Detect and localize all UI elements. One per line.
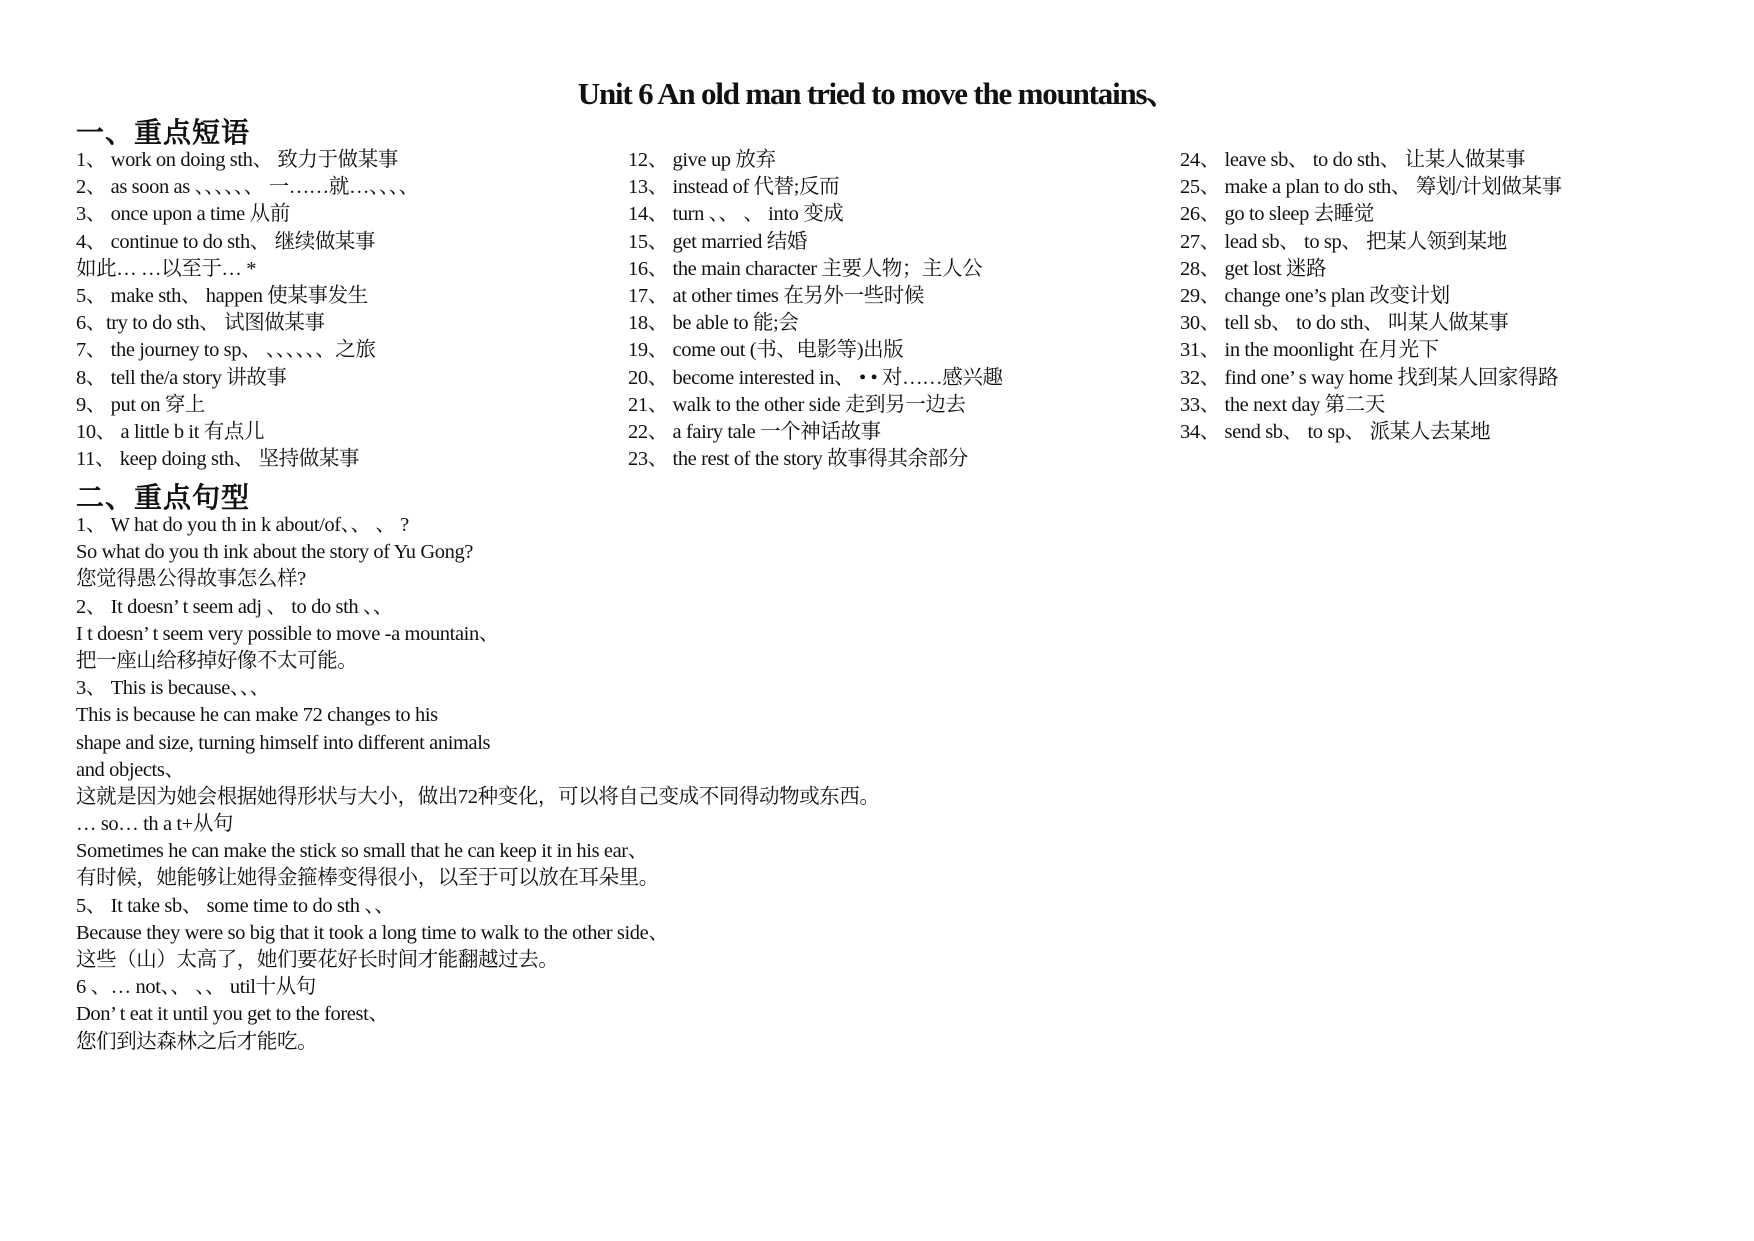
phrase-item: 29、 change one’s plan 改变计划 [1180,284,1450,307]
phrase-item: 6、try to do sth、 试图做某事 [76,312,325,335]
phrase-item: 如此… …以至于… * [76,257,257,280]
phrase-item: 28、 get lost 迷路 [1180,257,1327,280]
sentence-line: and objects、 [76,758,185,781]
phrase-item: 7、 the journey to sp、 、、、、、、之旅 [76,339,376,362]
sentence-line: Because they were so big that it took a long time to walk to the other side、 [76,921,669,944]
phrase-item: 19、 come out (书、电影等)出版 [628,339,904,362]
phrase-item: 34、 send sb、 to sp、 派某人去某地 [1180,420,1491,443]
phrase-item: 32、 find one’ s way home 找到某人回家得路 [1180,366,1559,389]
sentence-line: Sometimes he can make the stick so small that he can keep it in his ear、 [76,840,648,863]
sentence-line: … so… th a t+从句 [76,813,234,836]
sentence-line: shape and size, turning himself into different animals [76,731,491,754]
phrase-column-3 [1180,147,1562,446]
phrase-item: 25、 make a plan to do sth、 筹划/计划做某事 [1180,176,1562,199]
phrase-item: 33、 the next day 第二天 [1180,393,1385,416]
page-title: Unit 6 An old man tried to move the mountains、 [577,76,1177,111]
phrase-item: 11、 keep doing sth、 坚持做某事 [76,448,360,471]
sentence-line: 这些（山）太高了，她们要花好长时间才能翻越过去。 [76,949,559,971]
phrase-item: 16、 the main character 主要人物；主人公 [628,257,983,280]
phrase-item: 1、 work on doing sth、 致力于做某事 [76,149,398,171]
phrase-item: 5、 make sth、 happen 使某事发生 [76,284,368,307]
sentence-line: 有时候，她能够让她得金箍棒变得很小，以至于可以放在耳朵里。 [76,867,659,890]
sentence-line: I t doesn’ t seem very possible to move -a mountain、 [76,622,499,645]
phrase-column-1 [76,147,419,473]
phrase-column-2 [628,147,1003,473]
sentence-line: 1、 W hat do you th in k about/of、、 、 ? [76,514,409,536]
phrase-item: 2、 as soon as 、、、、、、 一……就…、、、、 [76,176,419,199]
phrase-item: 27、 lead sb、 to sp、 把某人领到某地 [1180,230,1507,253]
sentence-line: This is because he can make 72 changes to his [76,704,438,727]
section-heading-key-phrases: 一、重点短语 [76,116,251,149]
sentence-line: Don’ t eat it until you get to the forest、 [76,1003,389,1026]
sentence-line: 把一座山给移掉好像不太可能。 [76,649,358,672]
sentence-line: So what do you th ink about the story of Yu Gong? [76,541,474,564]
phrase-item: 20、 become interested in、 • • 对……感兴趣 [628,366,1003,389]
phrase-item: 26、 go to sleep 去睡觉 [1180,203,1374,226]
section-heading-key-sentences: 二、重点句型 [76,481,251,514]
phrase-item: 24、 leave sb、 to do sth、 让某人做某事 [1180,149,1526,171]
phrase-item: 23、 the rest of the story 故事得其余部分 [628,448,968,471]
phrase-item: 12、 give up 放弃 [628,149,776,171]
phrase-item: 18、 be able to 能;会 [628,312,799,335]
phrase-item: 8、 tell the/a story 讲故事 [76,366,287,389]
phrase-item: 13、 instead of 代替;反而 [628,176,840,199]
phrase-item: 17、 at other times 在另外一些时候 [628,284,924,307]
phrase-item: 21、 walk to the other side 走到另一边去 [628,393,966,416]
sentence-line: 6 、… not、、 、、 util十从句 [76,976,316,999]
phrase-item: 31、 in the moonlight 在月光下 [1180,339,1439,362]
sentence-line: 2、 It doesn’ t seem adj 、 to do sth 、、 [76,595,393,618]
sentence-line: 您们到达森林之后才能吃。 [76,1030,318,1053]
sentence-line: 3、 This is because、、、 [76,677,270,700]
phrase-item: 30、 tell sb、 to do sth、 叫某人做某事 [1180,312,1509,335]
phrase-item: 10、 a little b it 有点儿 [76,420,265,443]
phrase-item: 4、 continue to do sth、 继续做某事 [76,230,376,253]
phrase-item: 22、 a fairy tale 一个神话故事 [628,420,881,443]
phrase-item: 3、 once upon a time 从前 [76,203,290,226]
phrase-item: 15、 get married 结婚 [628,230,807,253]
sentence-patterns [76,512,880,1056]
phrase-item: 14、 turn 、、 、 into 变成 [628,203,844,226]
phrase-item: 9、 put on 穿上 [76,393,206,416]
sentence-line: 5、 It take sb、 some time to do sth 、、 [76,894,395,917]
sentence-line: 这就是因为她会根据她得形状与大小，做出72种变化，可以将自己变成不同得动物或东西。 [76,785,880,808]
sentence-line: 您觉得愚公得故事怎么样? [76,568,306,591]
